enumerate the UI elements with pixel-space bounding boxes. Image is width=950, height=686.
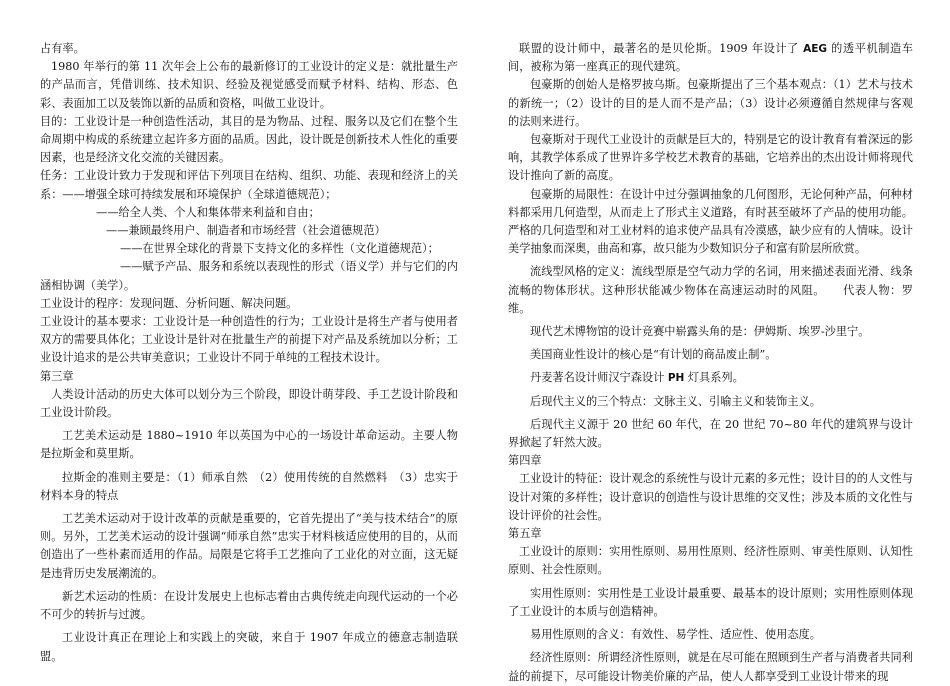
paragraph: 现代艺术博物馆的设计竞赛中崭露头角的是：伊姆斯、埃罗-沙里宁。 xyxy=(530,325,870,339)
list-item: ——兼顾最终用户、制造者和市场经营（社会道德规范） xyxy=(106,224,386,238)
list-item: ——给全人类、个人和集体带来利益和自由； xyxy=(96,205,320,219)
paragraph: 工艺美术运动对于设计改革的贡献是重要的，它首先提出了“美与技术结合”的原则。另外，工艺美术运动的设计强调“师承自然”忠实于材料核适应使用的目的，从而创造出了一些朴素而适用的作品。局限是它将手工艺推向了工业化的对立面，这无疑是违背历史发展潮流的。 xyxy=(40,512,458,580)
paragraph: 工业设计的原则：实用性原则、易用性原则、经济性原则、审美性原则、认知性原则、社会性原则。 xyxy=(508,545,913,577)
paragraph: 目的：工业设计是一种创造性活动，其目的是为物品、过程、服务以及它们在整个生命周期中构成的系统建立起许多方面的品质。因此，设计既是创新技术人性化的重要因素，也是经济文化交流的关键因素。 xyxy=(40,114,458,165)
paragraph: 后现代主义的三个特点：文脉主义、引喻主义和装饰主义。 xyxy=(530,394,821,408)
brand-ph: PH xyxy=(667,372,685,385)
paragraph: 工业设计的程序：发现问题、分析问题、解决问题。 xyxy=(40,296,298,310)
paragraph: 1980 年举行的第 11 次年会上公布的最新修订的工业设计的定义是：就批量生产的产品而言，凭借训练、技术知识、经验及视觉感受而赋予材料、结构、形态、色彩、表面加工以及装饰以新的品质和资格，叫做工业设计。 xyxy=(40,60,458,110)
paragraph xyxy=(508,369,913,387)
paragraph: 包豪斯对于现代工业设计的贡献是巨大的，特别是它的设计教育有着深远的影响，其教学体系成了世界许多学校艺术教育的基础，它培养出的杰出设计师将现代设计推向了新的高度。 xyxy=(508,133,913,183)
text-run: 灯具系列。 xyxy=(684,371,744,385)
chapter-heading: 第四章 xyxy=(508,454,542,468)
brand-aeg: AEG xyxy=(803,43,827,55)
paragraph: 包豪斯的局限性：在设计中过分强调抽象的几何图形，无论何种产品，何种材料都采用几何造型，从而走上了形式主义道路，有时甚至破坏了产品的使用功能。严格的几何造型和对工业材料的追求使产品具有冷漠感，缺少应有的人情味。设计美学抽象而深奥，曲高和寡，故只能为少数知识分子和富有阶层所欣赏。 xyxy=(508,187,913,256)
chapter-heading: 第三章 xyxy=(40,369,74,383)
paragraph: 拉斯金的准则主要是：（1）师承自然 （2）使用传统的自然燃料 （3）忠实于材料本身的特点 xyxy=(40,470,458,502)
right-column xyxy=(508,40,913,686)
paragraph: 新艺术运动的性质：在设计发展史上也标志着由古典传统走向现代运动的一个必不可少的转折与过渡。 xyxy=(40,589,458,622)
paragraph: 易用性原则的含义：有效性、易学性、适应性、使用态度。 xyxy=(530,628,821,642)
paragraph: 实用性原则：实用性是工业设计最重要、最基本的设计原则；实用性原则体现了工业设计的本质与创造精神。 xyxy=(508,586,913,618)
paragraph: 工艺美术运动是 1880~1910 年以英国为中心的一场设计革命运动。主要人物是拉斯金和莫里斯。 xyxy=(40,429,458,461)
left-column xyxy=(40,40,458,666)
paragraph: 工业设计的基本要求：工业设计是一种创造性的行为；工业设计是将生产者与使用者双方的需要具体化；工业设计是针对在批量生产的前提下对产品及系统加以分析；工业设计追求的是公共审美意识；工业设计不同于单纯的工程技术设计。 xyxy=(40,315,458,365)
paragraph: 人类设计活动的历史大体可以划分为三个阶段，即设计萌芽段、手工艺设计阶段和工业设计阶段。 xyxy=(40,387,458,420)
chapter-heading: 第五章 xyxy=(508,527,542,541)
paragraph: 工业设计真正在理论上和实践上的突破，来自于 1907 年成立的德意志制造联盟。 xyxy=(40,631,458,663)
text-run: 丹麦著名设计师汉宁森设计 xyxy=(530,371,668,385)
paragraph xyxy=(508,40,913,76)
text-run: 联盟的设计师中，最著名的是贝伦斯。1909 年设计了 xyxy=(519,42,804,55)
list-item: ——赋予产品、服务和系统以表现性的形式（语义学）并与它们的内涵相协调（美学）。 xyxy=(40,260,458,292)
paragraph: 任务：工业设计致力于发现和评估下列项目在结构、组织、功能、表现和经济上的关系：——增强全球可持续发展和环境保护（全球道德规范）； xyxy=(40,169,458,201)
paragraph: 工业设计的特征：设计观念的系统性与设计元素的多元性；设计目的的人文性与设计对策的多样性；设计意识的创造性与设计思维的交叉性；涉及本质的文化性与设计评价的社会性。 xyxy=(508,472,913,522)
paragraph: 包豪斯的创始人是格罗披乌斯。包豪斯提出了三个基本观点：（1）艺术与技术的新统一；（2）设计的目的是人而不是产品；（3）设计必须遵循自然规律与客观的法则来进行。 xyxy=(508,78,913,128)
list-item: ——在世界全球化的背景下支持文化的多样性（文化道德规范）； xyxy=(120,242,439,256)
paragraph: 占有率。 xyxy=(40,42,85,55)
paragraph: 后现代主义源于 20 世纪 60 年代，在 20 世纪 70~80 年代的建筑界与设计界掀起了轩然大波。 xyxy=(508,417,913,450)
text-run: 的透平机制造车间，被称为第一座真正的现代建筑。 xyxy=(508,42,913,74)
paragraph: 流线型风格的定义：流线型原是空气动力学的名词，用来描述表面光滑、线条流畅的物体形状。这种形状能减少物体在高速运动时的风阻。 代表人物：罗维。 xyxy=(508,265,913,315)
paragraph: 美国商业性设计的核心是“有计划的商品废止制”。 xyxy=(530,348,777,362)
paragraph: 经济性原则：所谓经济性原则，就是在尽可能在照顾到生产者与消费者共同利益的前提下，尽可能设计物美价廉的产品，使人人都享受到工业设计带来的现 xyxy=(508,651,913,683)
